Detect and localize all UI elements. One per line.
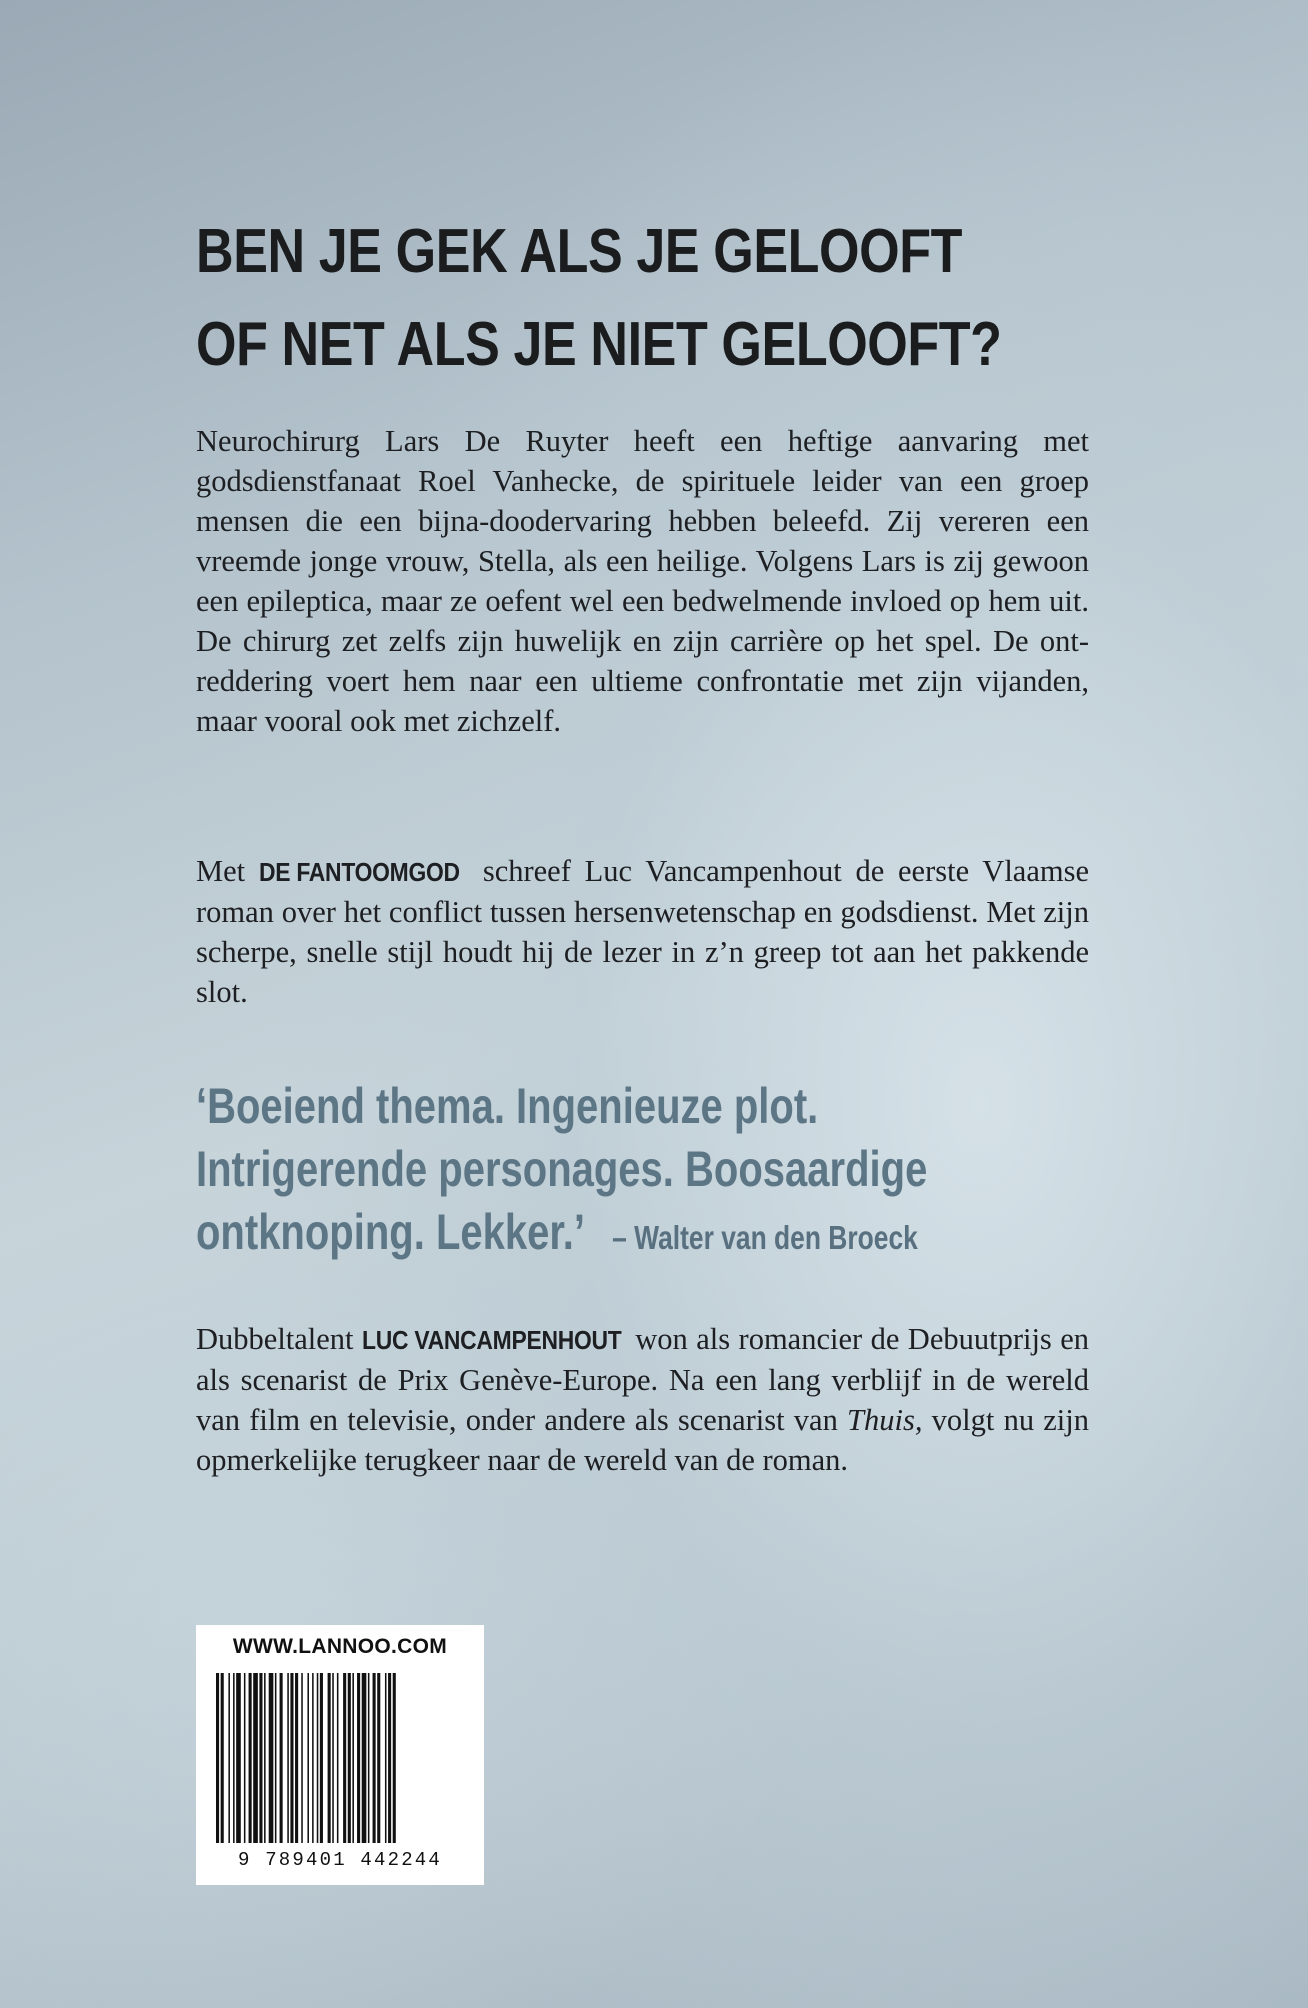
author-bio-text-2: volgt nu zijn opmerkelijke terugkeer naar de wereld van de roman. bbox=[196, 1403, 1090, 1477]
barcode-bar bbox=[269, 1673, 274, 1843]
barcode-bar bbox=[385, 1673, 387, 1843]
barcode-bar bbox=[249, 1673, 252, 1843]
barcode-bar bbox=[301, 1673, 303, 1843]
barcode-bar bbox=[373, 1673, 376, 1843]
about-book-prefix: Met bbox=[196, 854, 246, 888]
barcode-bar bbox=[290, 1673, 293, 1843]
quote-line-3-text: ontknoping. Lekker.’ bbox=[196, 1204, 585, 1260]
barcode-bar bbox=[280, 1673, 283, 1843]
barcode-bar bbox=[236, 1673, 241, 1843]
headline-line-1: BEN JE GEK ALS JE GELOOFT bbox=[196, 217, 963, 286]
barcode-bar bbox=[312, 1673, 314, 1843]
barcode-bar bbox=[259, 1673, 262, 1843]
barcode-bar bbox=[357, 1673, 360, 1843]
headline-line-2: OF NET ALS JE NIET GELOOFT? bbox=[196, 310, 1002, 379]
barcode-bar bbox=[377, 1673, 380, 1843]
barcode-bar bbox=[337, 1673, 339, 1843]
isbn-digits: 9 789401 442244 bbox=[237, 1849, 443, 1871]
barcode-bar bbox=[328, 1673, 331, 1843]
book-title: DE FANTOOMGOD bbox=[258, 857, 460, 887]
author-bio-prefix: Dubbeltalent bbox=[196, 1322, 354, 1356]
barcode-bar bbox=[233, 1673, 235, 1843]
synopsis-paragraph: Neurochirurg Lars De Ruyter heeft een heftige aanvaring met godsdienstfanaat Roel Vanhecke, de spirituele leider van een groep mensen die een bijna-doodervaring hebben beleefd. Zij vereren een vreemde jonge vrouw, Stella, als een heilige. Volgens Lars is zij gewoon een epileptica, maar ze oefent wel een bedwelmende invloed op hem uit. De chirurg zet zelfs zijn huwelijk en zijn carrière op het spel. De ontreddering voert hem naar een ultieme confrontatie met zijn vijanden, maar vooral ook met zichzelf. bbox=[196, 424, 1089, 738]
barcode-bar bbox=[332, 1673, 334, 1843]
barcode-bar bbox=[320, 1673, 323, 1843]
publisher-url: WWW.LANNOO.COM bbox=[232, 1635, 448, 1658]
quote-line-2: Intrigerende personages. Boosaardige bbox=[196, 1141, 928, 1197]
tv-show-title: Thuis, bbox=[847, 1403, 923, 1437]
barcode-bars bbox=[212, 1673, 468, 1849]
barcode-bar bbox=[368, 1673, 370, 1843]
barcode-bar bbox=[343, 1673, 346, 1843]
barcode-bar bbox=[264, 1673, 266, 1843]
about-book-text: schreef Luc Vancampenhout de eerste Vlaamse roman over het conflict tussen hersenwetenschap en godsdienst. Met zijn scherpe, snelle stijl houdt hij de lezer in z’n greep tot aan het pakkende slot. bbox=[196, 854, 1090, 1009]
barcode-bar bbox=[253, 1673, 258, 1843]
barcode-bar bbox=[393, 1673, 396, 1843]
barcode-bar bbox=[287, 1673, 289, 1843]
review-quote bbox=[196, 1075, 996, 1269]
quote-line-3 bbox=[196, 1201, 996, 1269]
headline bbox=[196, 205, 1036, 391]
barcode-bar bbox=[348, 1673, 351, 1843]
barcode-bar bbox=[317, 1673, 319, 1843]
barcode-bar bbox=[362, 1673, 367, 1843]
barcode-bar bbox=[307, 1673, 309, 1843]
author-name: LUC VANCAMPENHOUT bbox=[361, 1325, 622, 1355]
about-book-paragraph bbox=[196, 851, 1089, 1012]
barcode-bar bbox=[228, 1673, 230, 1843]
barcode-bar bbox=[295, 1673, 298, 1843]
barcode-bar bbox=[244, 1673, 246, 1843]
barcode-bar bbox=[221, 1673, 224, 1843]
author-bio-paragraph bbox=[196, 1319, 1089, 1480]
quote-attribution: – Walter van den Broeck bbox=[612, 1219, 918, 1256]
barcode-bar bbox=[216, 1673, 219, 1843]
barcode-bar bbox=[388, 1673, 391, 1843]
author-bio-text-1: won als romancier de Debuutprijs en als scenarist de Prix Genève-Europe. Na een lang verblijf in de wereld van film en televisie, onder andere als scenarist van bbox=[196, 1322, 1090, 1437]
barcode-label bbox=[196, 1625, 484, 1885]
barcode-bar bbox=[352, 1673, 354, 1843]
barcode-bar bbox=[275, 1673, 277, 1843]
quote-line-1: ‘Boeiend thema. Ingenieuze plot. bbox=[196, 1078, 819, 1134]
